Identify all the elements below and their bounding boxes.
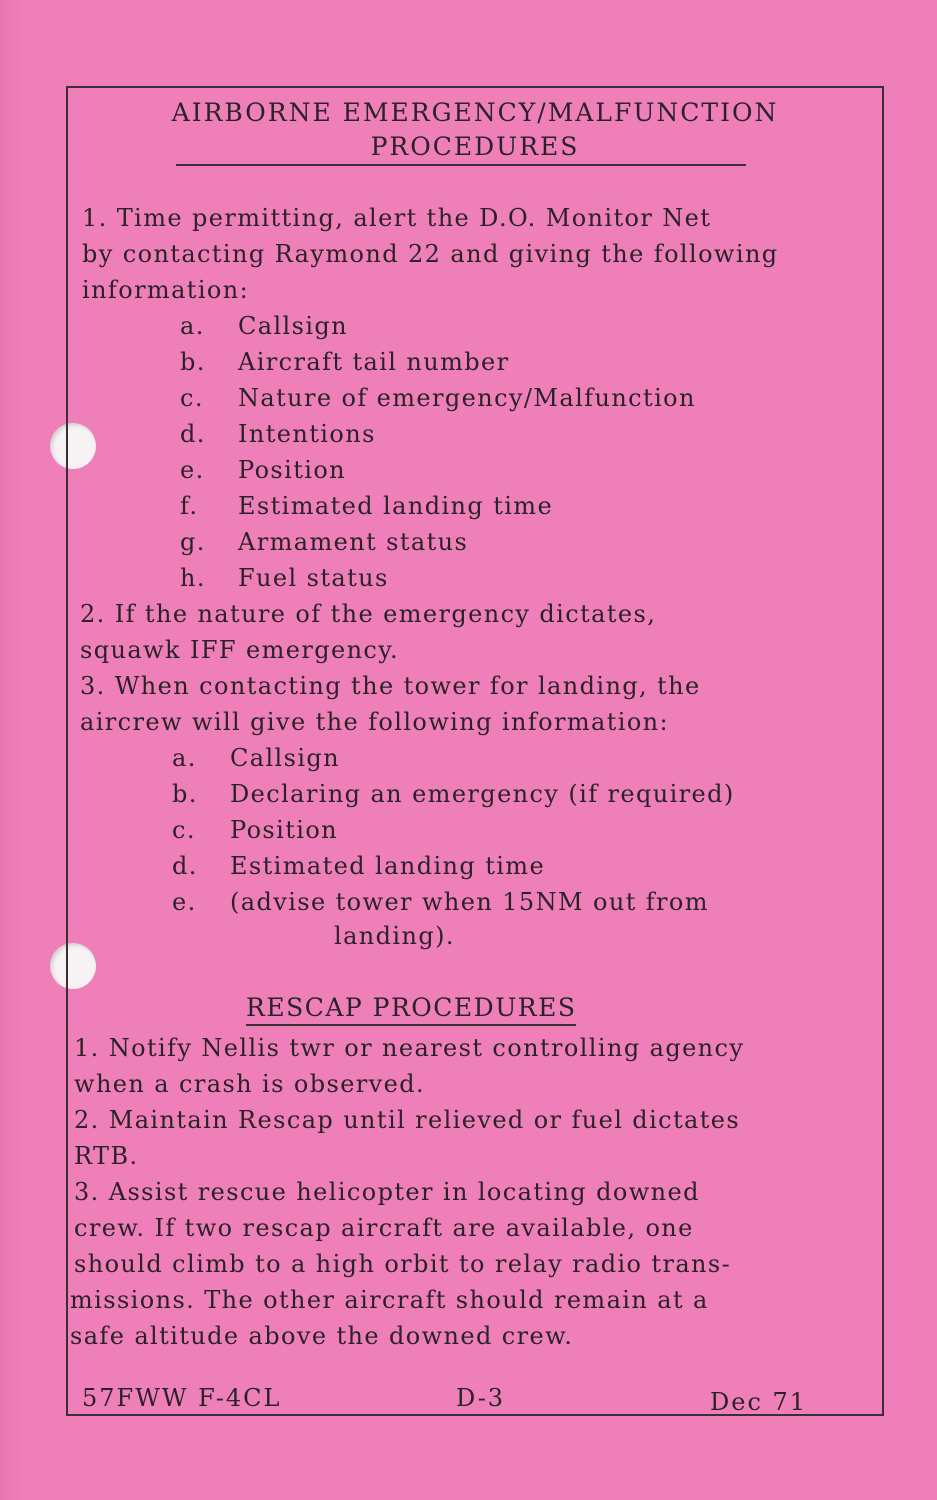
- sub-letter: f.: [180, 492, 199, 520]
- sub-letter: d.: [172, 852, 198, 880]
- item1-sub-e: [180, 456, 346, 484]
- rescap-line6: crew. If two rescap aircraft are available, one: [74, 1214, 694, 1242]
- item2-line2: squawk IFF emergency.: [80, 636, 400, 664]
- sub-letter: b.: [180, 348, 206, 376]
- item3-sub-d: [172, 852, 545, 880]
- sub-text: Armament status: [238, 528, 469, 556]
- title-underline: [176, 164, 746, 166]
- sub-letter: h.: [180, 564, 206, 592]
- item3-line1: 3. When contacting the tower for landing, the: [80, 672, 701, 700]
- rescap-line8: missions. The other aircraft should remain at a: [70, 1286, 709, 1314]
- sub-text: Aircraft tail number: [238, 348, 510, 376]
- footer-date: Dec 71: [710, 1388, 808, 1416]
- item1-sub-a: [180, 312, 348, 340]
- rescap-line1: 1. Notify Nellis twr or nearest controlling agency: [74, 1034, 745, 1062]
- item1-line3: information:: [82, 276, 250, 304]
- item1-sub-f: [180, 492, 553, 520]
- sub-letter: c.: [180, 384, 204, 412]
- item3-sub-b: [172, 780, 735, 808]
- sub-text: Nature of emergency/Malfunction: [238, 384, 696, 412]
- item3-line2: aircrew will give the following information:: [80, 708, 670, 736]
- sub-letter: e.: [172, 888, 197, 916]
- sub-text: (advise tower when 15NM out from: [230, 888, 709, 916]
- item1-sub-h: [180, 564, 389, 592]
- sub-letter: b.: [172, 780, 198, 808]
- rescap-line2: when a crash is observed.: [74, 1070, 426, 1098]
- page-title-line2: PROCEDURES: [370, 132, 580, 161]
- sub-text: Estimated landing time: [230, 852, 546, 880]
- item3-sub-a: [172, 744, 340, 772]
- rescap-line9: safe altitude above the downed crew.: [70, 1322, 574, 1350]
- sub-text: Declaring an emergency (if required): [230, 780, 735, 808]
- rescap-line5: 3. Assist rescue helicopter in locating downed: [74, 1178, 700, 1206]
- sub-text: Position: [238, 456, 347, 484]
- rescap-line3: 2. Maintain Rescap until relieved or fuel dictates: [74, 1106, 741, 1134]
- sub-text: Fuel status: [238, 564, 389, 592]
- procedure-card: [66, 86, 884, 1416]
- item1-sub-b: [180, 348, 510, 376]
- sub-letter: d.: [180, 420, 206, 448]
- sub-text: Position: [230, 816, 339, 844]
- item1-line1: 1. Time permitting, alert the D.O. Monitor Net: [82, 204, 712, 232]
- sub-letter: a.: [172, 744, 197, 772]
- sub-text: Intentions: [238, 420, 376, 448]
- item3-continuation: landing).: [334, 922, 455, 950]
- rescap-heading: RESCAP PROCEDURES: [246, 993, 576, 1026]
- sub-letter: c.: [172, 816, 196, 844]
- item3-sub-e: [172, 888, 709, 916]
- sub-text: Callsign: [238, 312, 349, 340]
- sub-letter: a.: [180, 312, 205, 340]
- item1-sub-g: [180, 528, 468, 556]
- page-edge: [0, 0, 22, 1500]
- item2-line1: 2. If the nature of the emergency dictates,: [80, 600, 657, 628]
- sub-text: Callsign: [230, 744, 341, 772]
- sub-text: Estimated landing time: [238, 492, 554, 520]
- item3-sub-c: [172, 816, 338, 844]
- footer-page-number: D-3: [456, 1384, 506, 1412]
- rescap-line4: RTB.: [74, 1142, 139, 1170]
- item1-sub-c: [180, 384, 696, 412]
- footer-form-id: 57FWW F-4CL: [82, 1384, 282, 1412]
- item1-sub-d: [180, 420, 376, 448]
- item1-line2: by contacting Raymond 22 and giving the following: [82, 240, 779, 268]
- sub-letter: e.: [180, 456, 205, 484]
- sub-letter: g.: [180, 528, 206, 556]
- page-title-line1: AIRBORNE EMERGENCY/MALFUNCTION: [171, 98, 779, 127]
- rescap-line7: should climb to a high orbit to relay radio trans-: [74, 1250, 732, 1278]
